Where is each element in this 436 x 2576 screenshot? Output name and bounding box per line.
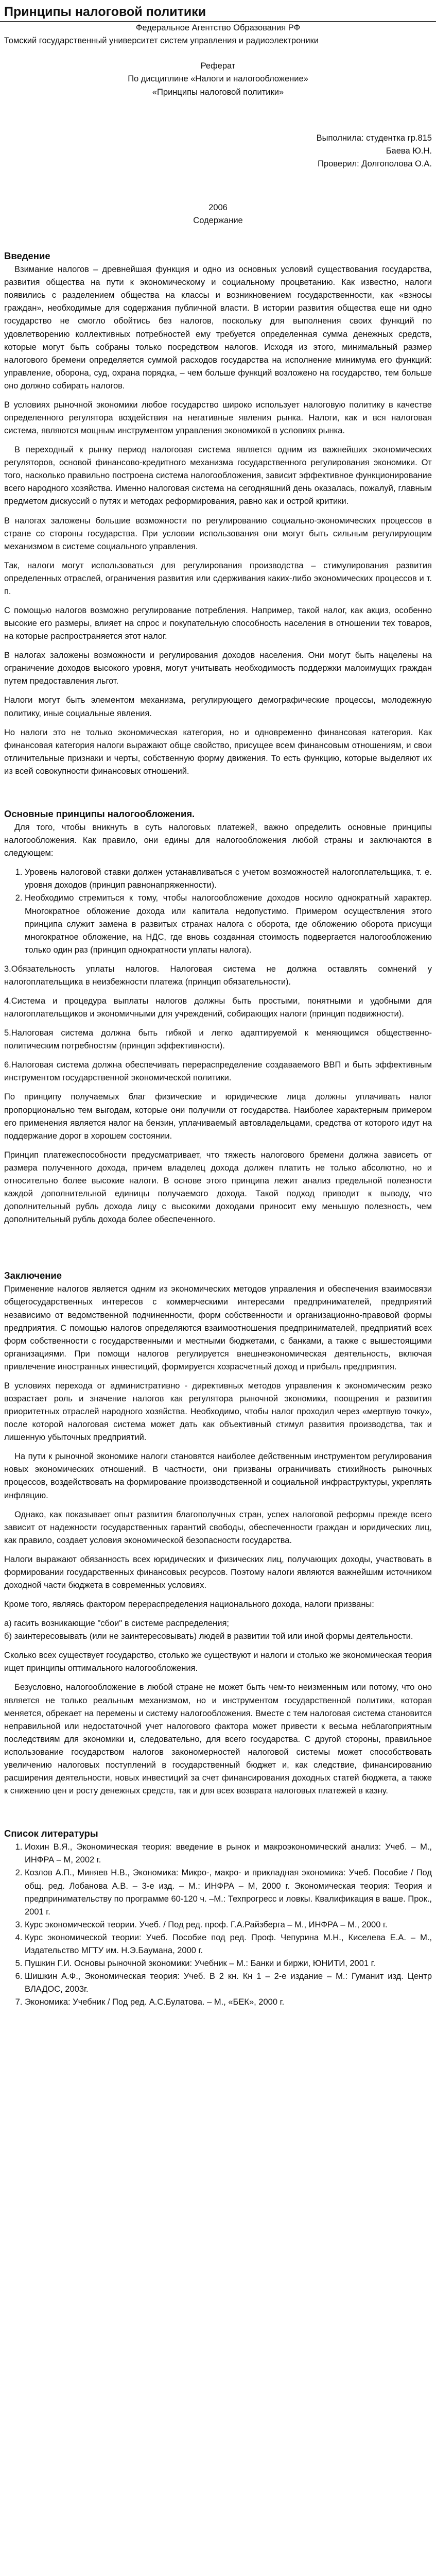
conclusion-paragraph: В условиях перехода от административно - директивных методов управления к экономическим резко возрастает роль и значение налогов как регулятора рыночной экономики, поощрения и развития приоритетных отраслей народного хозяйства. Необходимо, чтобы налог проходил через «мертвую точку», после которой налоговая система может дать как объективный стимул развития производства, так и лишенную убыточных предприятий.: [4, 1381, 432, 1443]
title-page: [0, 22, 436, 227]
intro-paragraph: С помощью налогов возможно регулирование потребления. Например, такой налог, как акциз, особенно высокие его размеры, влияет на спрос и покупательную способность населения в отношении тех товаров, на которые распространяется этот налог.: [4, 606, 432, 641]
principles-heading: Основные принципы налогообложения.: [4, 808, 195, 819]
conclusion-paragraph: Налоги выражают обязанность всех юридических и физических лиц, получающих доходы, участвовать в формировании государственных финансовых ресурсов. Поэтому налоги являются важнейшим источником доходной части бюджета в современных условиях.: [4, 1554, 432, 1590]
conclusion-heading: Заключение: [4, 1270, 62, 1281]
intro-heading: Введение: [4, 250, 50, 262]
intro-paragraph: Но налоги это не только экономическая категория, но и одновременно финансовая категория. Как финансовая категория налоги выражают обще свойство, присущее всем финансовым отношениям, и свои отличительные признаки и черты, собственную форму движения. То есть функцию, которые выделяют их из всей совокупности финансовых отношений.: [4, 727, 432, 776]
reference-item: 3. Курс экономической теории. Учеб. / Под ред. проф. Г.А.Райзберга – М., ИНФРА – М., 2000 г.: [25, 1919, 432, 1931]
intro-section: [0, 249, 436, 778]
reference-item: 1. Иохин В.Я., Экономическая теория: введение в рынок и макроэкономический анализ: Учеб. – М., ИНФРА – М, 2002 г.: [25, 1841, 432, 1867]
toc-line: Содержание: [193, 215, 243, 225]
agency-line: Федеральное Агентство Образования РФ: [135, 23, 301, 33]
conclusion-paragraph: Безусловно, налогообложение в любой стране не может быть чем-то неизменным или потому, что оно является не только реальным механизмом, но и инструментом государственной политики, которая меняется, обрекает на перемены и систему налогообложения. Вместе с тем налоговая система становится неправильной или недостаточной учет налогового фактора может привести к весьма неблагоприятным последствиям для экономики и, следовательно, для всего государства. С другой стороны, правильное использование государством налогов закономерностей налоговой системы может способствовать увеличению налоговых поступлений в государственный бюджет и, как следствие, финансированию расширения деятельности, новых инвестиций за счет финансирования доходных статей бюджета, а также к снижению цен и росту денежных средств, так и для всех возврата налоговых платежей в казну.: [4, 1683, 432, 1796]
work-type-line: Реферат: [200, 61, 236, 71]
principle-paragraph: По принципу получаемых благ физические и юридические лица должны уплачивать налог пропорционально тем выгодам, которые они получили от государства. Наиболее характерным примером его применения является налог на бензин, уплачиваемый автовладельцами, средства от которого идут на поддержание дорог в хорошем состоянии.: [4, 1092, 432, 1141]
intro-paragraph: В налогах заложены большие возможности по регулированию социально-экономических процессов в стране со стороны государства. При условии использования они могут быть сильным регулирующим механизмом в системе социального управления.: [4, 516, 432, 551]
conclusion-paragraph: Однако, как показывает опыт развития благополучных стран, успех налоговой реформы прежде всего зависит от надежности государственных гарантий свободы, обеспеченности граждан и юридических лиц, как правило, создает условия экономической безопасности государства.: [4, 1510, 432, 1545]
principle-paragraph: 6.Налоговая система должна обеспечивать перераспределение создаваемого ВВП и быть эффективным инструментом государственной экономической политики.: [4, 1060, 432, 1083]
principles-intro: Для того, чтобы вникнуть в суть налоговых платежей, важно определить основные принципы налогообложения. Как правило, они едины для налогообложения любой страны и заключаются в следующем:: [4, 823, 432, 858]
conclusion-paragraph: На пути к рыночной экономике налоги становятся наиболее действенным инструментом регулирования новых экономических отношений. В частности, они призваны ограничивать стихийность рыночных процессов, воздействовать на формирование производственной и социальной инфраструктуры, укреплять инфляцию.: [4, 1452, 432, 1500]
intro-paragraph: Налоги могут быть элементом механизма, регулирующего демографические процессы, молодежную политику, иные социальные явления.: [4, 696, 432, 718]
references-section: [0, 1826, 436, 2009]
conclusion-paragraph: Применение налогов является одним из экономических методов управления и обеспечения взаимосвязи общегосударственных интересов с коммерческими интересами предпринимателей, предприятий независимо от ведомственной подчиненности, форм собственности и организационно-правовой формы предприятия. С помощью налогов определяются взаимоотношения предпринимателей, предприятий всех форм собственности с государственными и местными бюджетами, с банками, а также с вышестоящими организациями. При помощи налогов регулируется внешнеэкономическая деятельность, включая привлечение иностранных инвестиций, формируется хозрасчетный доход и прибыль предприятия.: [4, 1284, 432, 1371]
checked-by-line: Проверил: Долгополова О.А.: [318, 159, 432, 168]
reference-item: 5. Пушкин Г.И. Основы рыночной экономики: Учебник – М.: Банки и биржи, ЮНИТИ, 2001 г.: [25, 1957, 432, 1970]
university-line: Томский государственный университет систем управления и радиоэлектроники: [4, 36, 319, 46]
intro-paragraph: В условиях рыночной экономики любое государство широко использует налоговую политику в качестве определенного регулятора воздействия на негативные явления рынка. Налоги, как и вся налоговая система, являются мощным инструментом управления экономикой в условиях рынка.: [4, 400, 432, 436]
conclusion-paragraph: Сколько всех существует государство, столько же существуют и налоги и столько же экономическая теория ищет принципы оптимального налогообложения.: [4, 1651, 432, 1673]
principle-paragraph: 5.Налоговая система должна быть гибкой и легко адаптируемой к меняющимся общественно-политическим потребностям (принцип эффективности).: [4, 1028, 432, 1051]
principle-paragraph: Принцип платежеспособности предусматривает, что тяжесть налогового бремени должна зависеть от размера полученного дохода, причем владелец дохода должен платить не только абсолютно, но и относительно более высокие налоги. В основе этого принципа лежит анализ предельной полезности каждой дополнительной единицы получаемого дохода. Такой подход приводит к выводу, что дополнительный рубль дохода лицу с высокими доходами приносит ему меньшую полезность, чем дополнительный рубль дохода более обеспеченного.: [4, 1150, 432, 1225]
intro-paragraph: В переходный к рынку период налоговая система является одним из важнейших экономических регуляторов, основой финансово-кредитного механизма государственного регулирования экономики. От того, насколько правильно построена система налогообложения, зависит эффективное функционирование всего народного хозяйства. Именно налоговая система на сегодняшний день оказалась, пожалуй, главным предметом дискуссий о путях и методах реформирования, равно как и острой критики.: [4, 445, 432, 506]
principles-section: [0, 807, 436, 1226]
reference-item: 7. Экономика: Учебник / Под ред. А.С.Булатова. – М., «БЕК», 2000 г.: [25, 1996, 432, 2009]
principle-paragraph: 4.Система и процедура выплаты налогов должны быть простыми, понятными и удобными для налогоплательщиков и экономичными для учреждений, собирающих налоги (принцип подвижности).: [4, 996, 432, 1019]
references-heading: Список литературы: [4, 1828, 98, 1839]
intro-paragraph: Взимание налогов – древнейшая функция и одно из основных условий существования государства, развития общества на пути к экономическому и социальному процветанию. Как известно, налоги появились с разделением общества на классы и возникновением государственности, как «взносы граждан», необходимые для содержания публичной власти. В истории развития общества еще ни одно государство не смогло обойтись без налогов, поскольку для выполнения своих функций по удовлетворению коллективных потребностей ему требуется определенная сумма денежных средств, которые могут быть собраны только посредством налогов. Исходя из этого, минимальный размер налогового бремени определяется суммой расходов государства на исполнение минимума его функций: управление, оборона, суд, охрана порядка, – чем больше функций возложено на государство, тем больше оно должно собирать налогов.: [4, 265, 432, 391]
document-title: Принципы налоговой политики: [4, 5, 206, 19]
reference-item: 6. Шишкин А.Ф., Экономическая теория: Учеб. В 2 кн. Кн 1 – 2-е издание – М.: Гуманит изд. Центр ВЛАДОС, 2003г.: [25, 1970, 432, 1996]
conclusion-paragraph: Кроме того, являясь фактором перераспределения национального дохода, налоги призваны:: [4, 1600, 374, 1609]
topic-line: «Принципы налоговой политики»: [152, 87, 284, 97]
intro-paragraph: Так, налоги могут использоваться для регулирования производства – стимулирования развития определенных отраслей, ограничения развития или сдерживания каких-либо экономических процессов и т. п.: [4, 561, 432, 596]
year-line: 2006: [208, 202, 228, 212]
intro-paragraph: В налогах заложены возможности и регулирования доходов населения. Они могут быть нацелены на ограничение доходов высокого уровня, могут учитывать необходимость поддержки малоимущих граждан путем предоставления льгот.: [4, 651, 432, 686]
student-line: Баева Ю.Н.: [386, 146, 432, 156]
conclusion-list-item: б) заинтересовывать (или не заинтересовывать) людей в развитии той или иной формы деятельности.: [4, 1632, 413, 1641]
references-list: [2, 1841, 434, 2009]
principles-list: [2, 866, 434, 957]
list-item: 2. Необходимо стремиться к тому, чтобы налогообложение доходов носило однократный характер. Многократное обложение дохода или капитала недопустимо. Примером осуществления этого принципа служит замена в развитых странах налога с оборота, где обложению оборота присущи многократное обложение, на НДС, где вновь созданная стоимость подвергается налогообложению только один раз (принцип однократности уплаты налога).: [25, 892, 432, 956]
principle-paragraph: 3.Обязательность уплаты налогов. Налоговая система не должна оставлять сомнений у налогоплательщика в неизбежности платежа (принцип обязательности).: [4, 964, 432, 987]
conclusion-list-item: а) гасить возникающие "сбои" в системе распределения;: [4, 1619, 229, 1629]
list-item: 1. Уровень налоговой ставки должен устанавливаться с учетом возможностей налогоплательщика, т. е. уровня доходов (принцип равнонапряженности).: [25, 866, 432, 892]
reference-item: 2. Козлов А.П., Миняев Н.В., Экономика: Микро-, макро- и прикладная экономика: Учеб. Пособие / Под общ. ред. Лобанова А.В. – 3-е изд. – М.: ИНФРА – М, 2000 г. Экономическая теория: Теория и предпринимательству по программе 60-120 ч. –М.: Техпрогресс и ловкы. Квалификация в ваше. Прок., 2001 г.: [25, 1867, 432, 1918]
discipline-line: По дисциплине «Налоги и налогообложение»: [128, 74, 308, 84]
conclusion-section: [0, 1268, 436, 1798]
done-by-line: Выполнила: студентка гр.815: [316, 133, 432, 143]
reference-item: 4. Курс экономической теории: Учеб. Пособие под ред. Проф. Чепурина М.Н., Киселева Е.А. – М., Издательство МГТУ им. Н.Э.Баумана, 2000 г.: [25, 1931, 432, 1957]
